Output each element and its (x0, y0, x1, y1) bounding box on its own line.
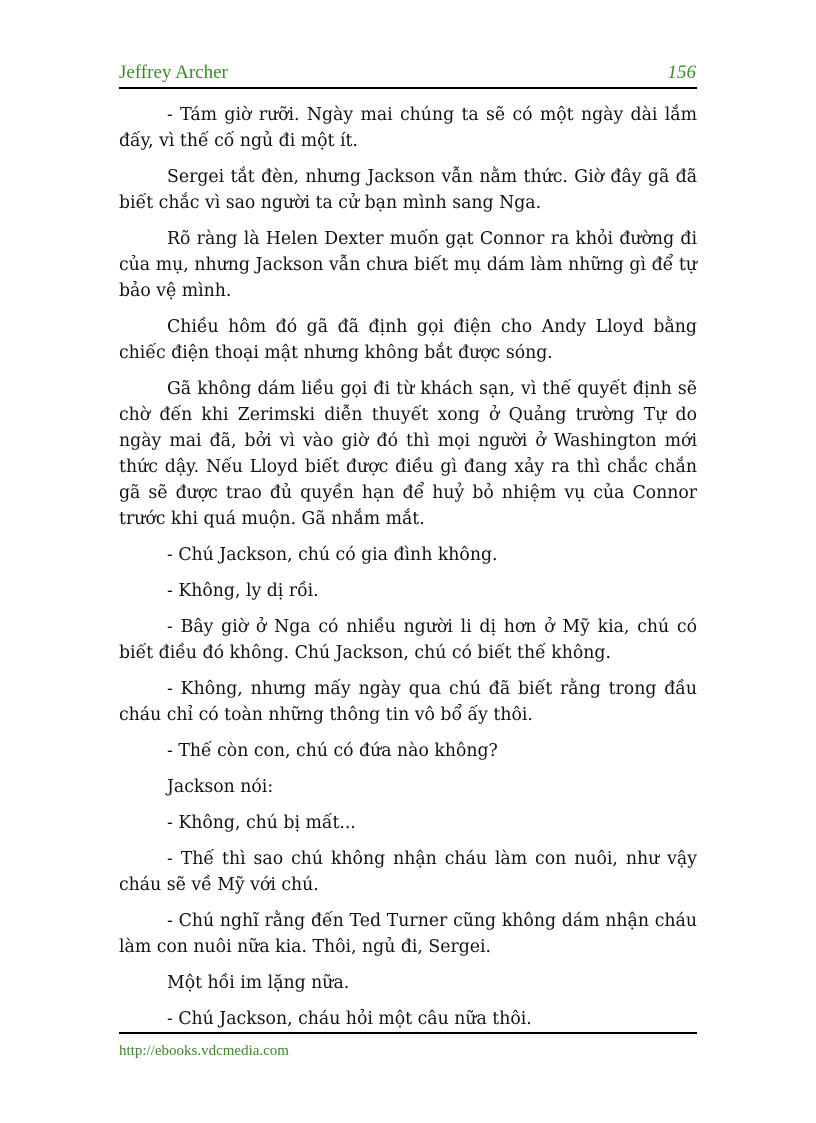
paragraph: Gã không dám liều gọi đi từ khách sạn, vì thế quyết định sẽ chờ đến khi Zerimski diễn thuyết xong ở Quảng trường Tự do ngày mai đã, bởi vì vào giờ đó thì mọi người ở Washington mới thức dậy. Nếu Lloyd biết được điều gì đang xảy ra thì chắc chắn gã sẽ được trao đủ quyền hạn để huỷ bỏ nhiệm vụ của Connor trước khi quá muộn. Gã nhắm mắt. (119, 379, 697, 529)
page-body (119, 102, 697, 1042)
page-header (119, 61, 697, 89)
author-name: Jeffrey Archer (119, 62, 228, 83)
paragraph: - Chú Jackson, chú có gia đình không. (167, 545, 498, 565)
paragraph: - Thế còn con, chú có đứa nào không? (167, 741, 498, 761)
paragraph: - Không, ly dị rồi. (167, 581, 319, 601)
paragraph: Rõ ràng là Helen Dexter muốn gạt Connor ra khỏi đường đi của mụ, nhưng Jackson vẫn chưa biết mụ dám làm những gì để tự bảo vệ mình. (119, 229, 697, 301)
paragraph: Jackson nói: (167, 777, 274, 797)
paragraph: - Không, nhưng mấy ngày qua chú đã biết rằng trong đầu cháu chỉ có toàn những thông tin vô bổ ấy thôi. (119, 679, 697, 725)
paragraph: Sergei tắt đèn, nhưng Jackson vẫn nằm thức. Giờ đây gã đã biết chắc vì sao người ta cử bạn mình sang Nga. (119, 167, 697, 213)
footer-divider (119, 1032, 697, 1034)
paragraph: - Bây giờ ở Nga có nhiều người li dị hơn ở Mỹ kia, chú có biết điều đó không. Chú Jackson, chú có biết thế không. (119, 617, 697, 663)
page-number: 156 (667, 62, 696, 83)
paragraph: - Không, chú bị mất... (167, 813, 356, 833)
paragraph: - Tám giờ rưỡi. Ngày mai chúng ta sẽ có một ngày dài lắm đấy, vì thế cố ngủ đi một ít. (119, 105, 697, 151)
paragraph: Một hồi im lặng nữa. (167, 973, 350, 993)
paragraph: - Chú Jackson, cháu hỏi một câu nữa thôi. (167, 1009, 532, 1029)
footer-url-link[interactable]: http://ebooks.vdcmedia.com (119, 1043, 289, 1059)
paragraph: - Chú nghĩ rằng đến Ted Turner cũng không dám nhận cháu làm con nuôi nữa kia. Thôi, ngủ đi, Sergei. (119, 911, 697, 957)
paragraph: Chiều hôm đó gã đã định gọi điện cho Andy Lloyd bằng chiếc điện thoại mật nhưng không bắt được sóng. (119, 317, 697, 363)
paragraph: - Thế thì sao chú không nhận cháu làm con nuôi, như vậy cháu sẽ về Mỹ với chú. (119, 849, 697, 895)
